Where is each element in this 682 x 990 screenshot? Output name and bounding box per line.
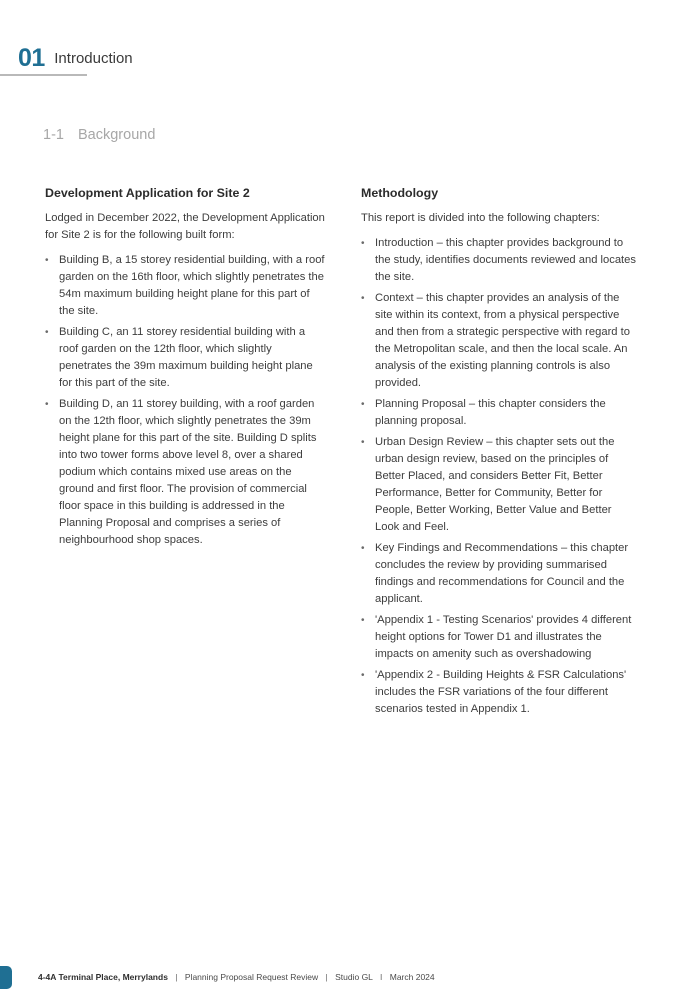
- footer-document: Planning Proposal Request Review: [184, 972, 319, 982]
- right-column: [361, 185, 636, 722]
- building-list: [45, 252, 327, 549]
- footer-site: 4-4A Terminal Place, Merrylands: [38, 972, 168, 982]
- list-item: • Building B, a 15 storey residential building, with a roof garden on the 16th floor, which slightly penetrates the 54m maximum building height plane for this part of the site.: [45, 252, 327, 320]
- list-item: • Introduction – this chapter provides background to the study, identifies documents reviewed and locates the site.: [361, 235, 636, 286]
- chapter-list: [361, 235, 636, 718]
- list-item: • Urban Design Review – this chapter sets out the urban design review, based on the principles of Better Placed, and considers Better Fit, Better Performance, Better for Community, Better for People, Better Working, Better Value and Better Look and Feel.: [361, 434, 636, 536]
- development-application-intro: Lodged in December 2022, the Development Application for Site 2 is for the following built form:: [45, 212, 325, 241]
- section-title: Background: [78, 127, 156, 143]
- list-item: • Building D, an 11 storey building, with a roof garden on the 12th floor, which slightly penetrates the 39m height plane for this part of the site. Building D splits into two tower forms above level 8, over a shared podium which contains mixed use areas on the ground and first floor. The provision of commercial floor space in this building is addressed in the Planning Proposal and comprises a series of neighbourhood shop spaces.: [45, 396, 327, 549]
- development-application-heading: Development Application for Site 2: [45, 186, 250, 200]
- footer-separator: |: [325, 972, 328, 982]
- header-divider: [0, 74, 87, 76]
- footer-separator: |: [175, 972, 178, 982]
- footer-date: March 2024: [389, 972, 435, 982]
- chapter-number: 01: [18, 44, 45, 72]
- list-item: • 'Appendix 1 - Testing Scenarios' provides 4 different height options for Tower D1 and illustrates the impacts on amenity such as overshadowing: [361, 612, 636, 663]
- chapter-title: Introduction: [54, 50, 133, 67]
- methodology-heading: Methodology: [361, 186, 439, 200]
- footer-author: Studio GL: [335, 972, 373, 982]
- left-column: [45, 185, 327, 553]
- footer-accent-tab: [0, 966, 12, 989]
- list-item: • Planning Proposal – this chapter considers the planning proposal.: [361, 396, 636, 430]
- footer-separator: I: [379, 972, 383, 982]
- methodology-intro: This report is divided into the following chapters:: [361, 212, 600, 224]
- footer-text: [38, 972, 435, 982]
- list-item: • Building C, an 11 storey residential building with a roof garden on the 12th floor, which slightly penetrates the 39m maximum building height plane for this part of the site.: [45, 324, 327, 392]
- page-footer: [0, 966, 682, 990]
- list-item: • Context – this chapter provides an analysis of the site within its context, from a physical perspective and then from a strategic perspective with regard to the Metropolitan scale, and then the local scale. An analysis of the existing planning controls is also provided.: [361, 290, 636, 392]
- list-item: • 'Appendix 2 - Building Heights & FSR Calculations' includes the FSR variations of the four different scenarios tested in Appendix 1.: [361, 667, 636, 718]
- section-heading: [43, 127, 155, 143]
- chapter-header: [18, 44, 133, 73]
- list-item: • Key Findings and Recommendations – this chapter concludes the review by providing summarised findings and recommendations for Council and the applicant.: [361, 540, 636, 608]
- section-number: 1-1: [43, 127, 64, 143]
